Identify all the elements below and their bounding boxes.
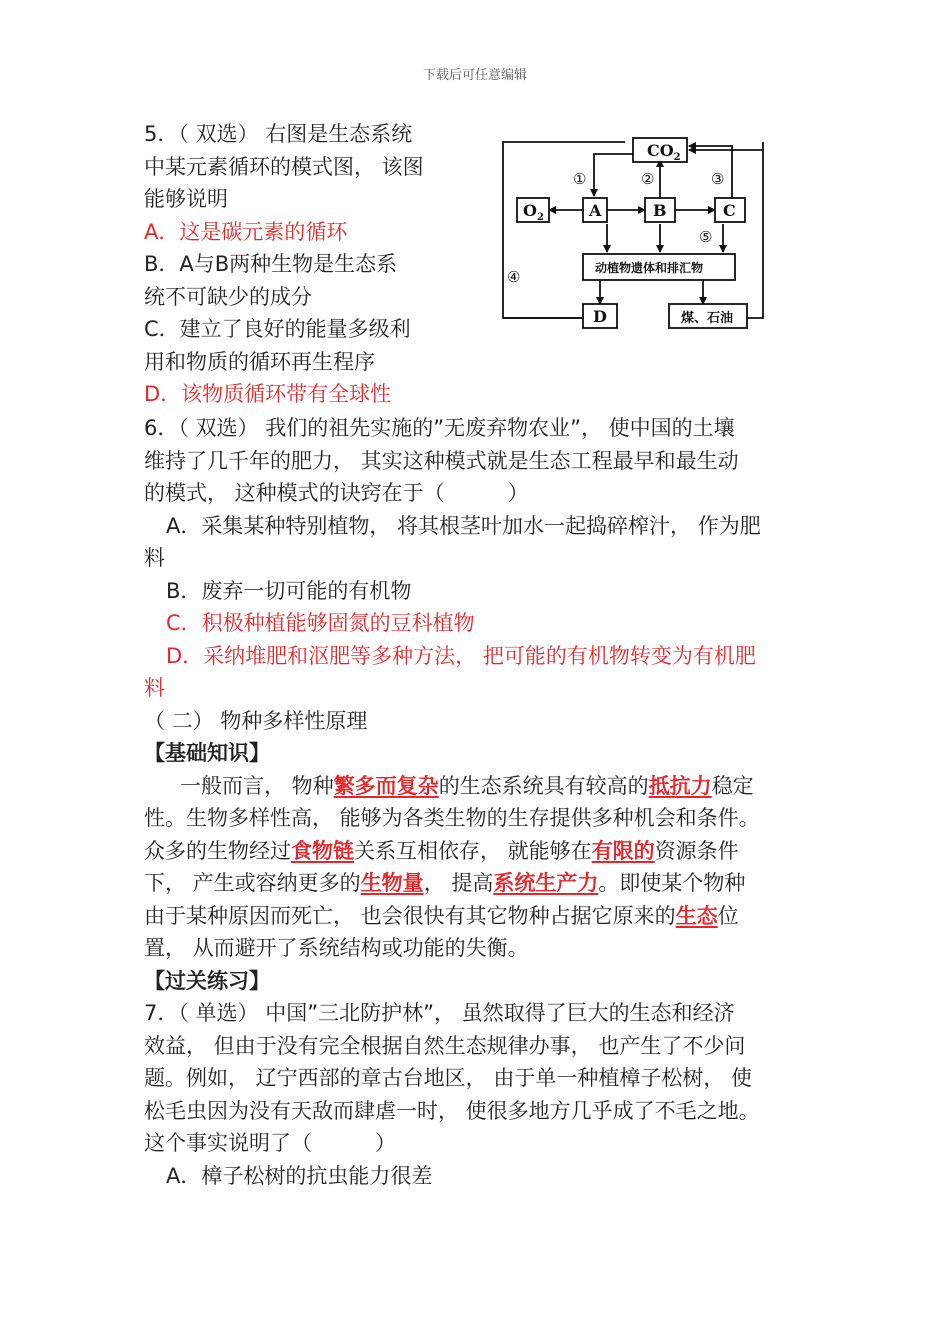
section-title: （ 二） 物种多样性原理 [144,708,368,733]
q5-option-b-line: 统不可缺少的成分 [144,284,312,309]
q5-stem-line: 能够说明 [144,187,228,211]
question-7 [144,997,824,1192]
remains-label: 动植物遗体和排汇物 [595,261,704,275]
q6-option-b: B．废弃一切可能的有机物 [166,578,412,603]
practice-heading: 【过关练习】 [144,968,270,993]
text: 众多的生物经过 [144,838,291,863]
text: 关系互相依存， 就能够在 [354,838,592,863]
text: ， 提高 [423,871,494,895]
text: 稳定 [711,773,754,798]
element-cycle-diagram [495,132,775,332]
d-label: D [593,307,607,326]
text: 性。生物多样性高， 能够为各类生物的生存提供多种机会和条件。 [144,806,760,830]
question-5 [144,118,474,411]
marker-4: ④ [507,268,521,286]
q6-stem-line: 的模式， 这种模式的诀窍在于（ ） [144,481,529,505]
co2-label: CO [647,141,674,160]
answer-blank: 生态 [675,903,718,928]
q6-option-a-line: 料 [144,546,165,570]
co2-subscript: 2 [673,152,681,163]
c-label: C [723,201,736,220]
basic-knowledge-heading: 【基础知识】 [144,741,270,765]
b-label: B [653,201,667,220]
o2-label: O [523,201,537,220]
text: 下， 产生或容纳更多的 [144,871,361,895]
q7-stem-line: 松毛虫因为没有天敌而肆虐一时， 使很多地方几乎成了不毛之地。 [144,1098,760,1123]
answer-blank: 抵抗力 [648,773,712,798]
right-return-path [747,142,763,318]
q7-option-a: A．樟子松树的抗虫能力很差 [166,1163,433,1188]
o2-subscript: 2 [536,212,544,223]
q6-option-d-line: 料 [144,676,165,700]
q5-option-d: D．该物质循环带有全球性 [144,382,392,406]
q7-stem-line: 效益， 但由于没有完全根据自然生态规律办事， 也产生了不少问 [144,1033,746,1058]
answer-blank: 有限的 [591,838,655,863]
q5-option-b-line: B．A与B两种生物是生态系 [144,252,398,276]
q6-stem-line: 6．（ 双选） 我们的祖先实施的”无废弃物农业”， 使中国的土壤 [144,416,735,440]
answer-blank: 繁多而复杂 [333,773,439,798]
q5-option-a: A．这是碳元素的循环 [144,219,348,244]
answer-blank: 生物量 [360,871,424,895]
text: 由于某种原因而死亡， 也会很快有其它物种占据它原来的 [144,903,676,928]
marker-1: ① [573,170,587,188]
coal-label: 煤、石油 [681,311,734,326]
q6-option-d-line: D．采纳堆肥和沤肥等多种方法， 把可能的有机物转变为有机肥 [166,643,756,668]
text: 一般而言， 物种 [180,773,334,798]
basic-knowledge-paragraph [144,770,824,965]
co2-to-a-arrow [594,154,633,196]
q5-option-c-line: 用和物质的循环再生程序 [144,349,375,374]
text: 。即使某个物种 [598,871,746,895]
q6-option-c: C．积极种植能够固氮的豆科植物 [166,611,475,635]
answer-blank: 食物链 [291,838,354,863]
answer-blank: 系统生产力 [493,871,599,895]
marker-5: ⑤ [699,228,713,246]
q6-option-a-line: A．采集某种特别植物， 将其根茎叶加水一起捣碎榨汁， 作为肥 [166,513,761,538]
marker-3: ③ [711,170,725,188]
q5-stem-line: 5．（ 双选） 右图是生态系统 [144,122,413,146]
text: 资源条件 [654,838,739,863]
page-header: 下载后可任意编辑 [422,68,527,83]
text: 置， 从而避开了系统结构或功能的失衡。 [144,936,529,960]
a-label: A [589,201,602,220]
q5-option-c-line: C．建立了良好的能量多级利 [144,317,411,341]
main-content [144,412,824,1192]
q7-stem-line: 7．（ 单选） 中国”三北防护林”， 虽然取得了巨大的生态和经济 [144,1001,735,1025]
question-6 [144,412,824,705]
q7-stem-line: 题。例如， 辽宁西部的章古台地区， 由于单一种植樟子松树， 使 [144,1066,753,1090]
q5-stem-line: 中某元素循环的模式图， 该图 [144,154,424,179]
marker-2: ② [641,170,655,188]
q6-stem-line: 维持了几千年的肥力， 其实这种模式就是生态工程最早和最生动 [144,448,739,473]
text: 的生态系统具有较高的 [438,773,649,798]
text: 位 [717,903,739,928]
q7-stem-line: 这个事实说明了（ ） [144,1131,396,1155]
